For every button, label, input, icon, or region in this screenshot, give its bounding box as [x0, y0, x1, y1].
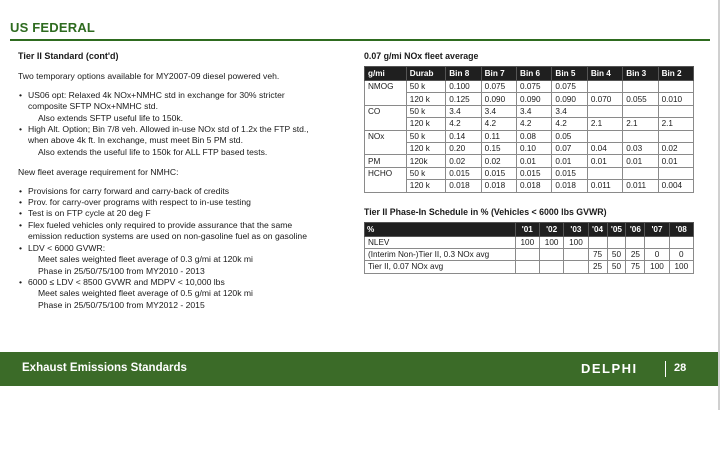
table-cell	[623, 167, 658, 179]
table-cell: 0.03	[623, 142, 658, 154]
table-cell: 2.1	[587, 118, 622, 130]
table-header-cell: Bin 3	[623, 67, 658, 81]
table-cell: NOx	[365, 130, 407, 142]
table-cell	[658, 167, 693, 179]
table-header-cell: g/mi	[365, 67, 407, 81]
table-cell: 50	[607, 261, 626, 273]
fleet-table	[364, 66, 694, 193]
bullet-line: • 6000 ≤ LDV < 8500 GVWR and MDPV < 10,000 lbs	[28, 276, 225, 287]
table-cell: 25	[588, 261, 607, 273]
list-item	[18, 277, 353, 311]
table-cell: 0.015	[552, 167, 587, 179]
bullet-subline: Phase in 25/50/75/100 from MY2010 - 2013	[38, 265, 205, 276]
table-cell: 0.14	[446, 130, 481, 142]
table-cell: CO	[365, 105, 407, 117]
table-cell: 0.01	[587, 155, 622, 167]
table-cell: 0	[669, 248, 693, 260]
table-cell: HCHO	[365, 167, 407, 179]
table-cell: 0.090	[552, 93, 587, 105]
table-cell: PM	[365, 155, 407, 167]
table-cell: 120 k	[406, 118, 445, 130]
table-cell: 100	[669, 261, 693, 273]
table-cell: 0.015	[517, 167, 552, 179]
bullet-subline: Meet sales weighted fleet average of 0.5 g/mi at 120k mi	[38, 288, 253, 299]
table-cell: 50 k	[406, 167, 445, 179]
table-cell: 0.015	[481, 167, 516, 179]
table-cell: 0.055	[623, 93, 658, 105]
table-cell: 100	[515, 236, 539, 248]
table-cell: 0.018	[517, 180, 552, 192]
bullet-subline: Also extends the useful life to 150k for ALL FTP based tests.	[38, 146, 268, 157]
nmhc-heading: New fleet average requirement for NMHC:	[18, 167, 179, 178]
table-cell	[658, 105, 693, 117]
table-cell: 0.01	[517, 155, 552, 167]
table-cell: 2.1	[623, 118, 658, 130]
table-header-cell: Bin 2	[658, 67, 693, 81]
table-cell: 0.018	[552, 180, 587, 192]
table-cell	[564, 261, 588, 273]
table-cell	[588, 236, 607, 248]
table-cell	[515, 261, 539, 273]
footer-separator	[665, 361, 666, 377]
table-cell	[645, 236, 669, 248]
table-cell: 4.2	[446, 118, 481, 130]
table-cell: 0.018	[446, 180, 481, 192]
table-header-cell: %	[365, 222, 516, 236]
table-header-cell: Bin 8	[446, 67, 481, 81]
table-row	[365, 105, 694, 117]
table-cell: 0.02	[446, 155, 481, 167]
nmhc-list	[18, 186, 353, 311]
table-cell	[365, 180, 407, 192]
bullet-line: • Prov. for carry-over programs with respect to in-use testing	[28, 197, 251, 208]
table-row	[365, 167, 694, 179]
table-cell	[626, 236, 645, 248]
footer-title: Exhaust Emissions Standards	[22, 362, 187, 374]
table-cell: 25	[626, 248, 645, 260]
table-row	[365, 81, 694, 93]
table-cell: 100	[539, 236, 563, 248]
table-cell: 0.01	[658, 155, 693, 167]
table-cell: 120 k	[406, 180, 445, 192]
list-item	[18, 186, 353, 197]
table-cell: 0.015	[446, 167, 481, 179]
table-cell: 0.100	[446, 81, 481, 93]
table-header-cell: '02	[539, 222, 563, 236]
table-cell: 50 k	[406, 130, 445, 142]
table-header-cell: '08	[669, 222, 693, 236]
table-cell: 3.4	[552, 105, 587, 117]
fleet-table-header-row	[365, 67, 694, 81]
table-row	[365, 155, 694, 167]
table-cell: 0.011	[623, 180, 658, 192]
table-cell: 50 k	[406, 81, 445, 93]
list-item	[18, 208, 353, 219]
bullet-subline: Meet sales weighted fleet average of 0.3 g/mi at 120k mi	[38, 254, 253, 265]
table-cell	[623, 130, 658, 142]
section-heading: Tier II Standard (cont'd)	[18, 51, 119, 61]
delphi-logo: DELPHI	[581, 361, 638, 376]
left-column	[18, 51, 353, 311]
header	[10, 20, 710, 35]
table-cell	[658, 130, 693, 142]
phase-table-header-row	[365, 222, 694, 236]
table-cell: 120k	[406, 155, 445, 167]
table-cell: 0.090	[517, 93, 552, 105]
table-cell: 3.4	[517, 105, 552, 117]
table-cell: 0.090	[481, 93, 516, 105]
table-cell: 4.2	[481, 118, 516, 130]
table-cell: 0.11	[481, 130, 516, 142]
page-title: US FEDERAL	[10, 20, 96, 35]
table-header-cell: Bin 6	[517, 67, 552, 81]
table-cell: 50 k	[406, 105, 445, 117]
list-item	[18, 197, 353, 208]
table-header-cell: '01	[515, 222, 539, 236]
table-cell: 0.010	[658, 93, 693, 105]
table-cell: 3.4	[481, 105, 516, 117]
table-cell	[365, 93, 407, 105]
table-header-cell: Bin 7	[481, 67, 516, 81]
bullet-line: when above 4k ft. In exchange, must meet Bin 5 PM std.	[28, 135, 243, 146]
table-cell	[515, 248, 539, 260]
table-cell: 100	[564, 236, 588, 248]
table-cell: Tier II, 0.07 NOx avg	[365, 261, 516, 273]
table-cell: 0.02	[481, 155, 516, 167]
table-row	[365, 248, 694, 260]
table-cell: 100	[645, 261, 669, 273]
table-row	[365, 93, 694, 105]
header-rule	[10, 39, 710, 41]
table-cell: 0.05	[552, 130, 587, 142]
list-item	[18, 124, 353, 158]
table-cell	[623, 105, 658, 117]
table-cell: 0.01	[552, 155, 587, 167]
table-cell: 0.004	[658, 180, 693, 192]
table-cell: 4.2	[517, 118, 552, 130]
table-cell: NMOG	[365, 81, 407, 93]
bullet-line: • LDV < 6000 GVWR:	[28, 242, 106, 253]
table-cell	[587, 105, 622, 117]
options-list	[18, 90, 353, 158]
table-row	[365, 261, 694, 273]
table-header-cell: '04	[588, 222, 607, 236]
table-cell: 0	[645, 248, 669, 260]
table-cell	[365, 142, 407, 154]
table-cell: 0.125	[446, 93, 481, 105]
table-cell: 0.07	[552, 142, 587, 154]
table-cell	[587, 81, 622, 93]
table-cell	[607, 236, 626, 248]
bullet-line: • High Alt. Option; Bin 7/8 veh. Allowed in-use NOx std of 1.2x the FTP std.,	[28, 124, 309, 135]
table-cell: 0.08	[517, 130, 552, 142]
table-cell: 3.4	[446, 105, 481, 117]
bullet-line: • Flex fueled vehicles only required to provide assurance that the same	[28, 219, 293, 230]
table-cell: 0.20	[446, 142, 481, 154]
table-row	[365, 130, 694, 142]
table-header-cell: Bin 4	[587, 67, 622, 81]
table-header-cell: '06	[626, 222, 645, 236]
table-cell: 120 k	[406, 142, 445, 154]
table-cell: (Interim Non-)Tier II, 0.3 NOx avg	[365, 248, 516, 260]
table-cell: 0.075	[552, 81, 587, 93]
footer-bar	[0, 352, 720, 386]
spacer	[18, 158, 353, 167]
table-header-cell: '03	[564, 222, 588, 236]
table-cell	[669, 236, 693, 248]
list-item	[18, 243, 353, 277]
table-cell	[539, 248, 563, 260]
bullet-line: • Provisions for carry forward and carry-back of credits	[28, 185, 230, 196]
table-cell: 0.15	[481, 142, 516, 154]
list-item	[18, 220, 353, 243]
table-cell	[365, 118, 407, 130]
table-row	[365, 180, 694, 192]
table-cell: 0.075	[481, 81, 516, 93]
table-cell	[658, 81, 693, 93]
table-cell: 0.018	[481, 180, 516, 192]
table-cell	[623, 81, 658, 93]
bullet-line: • Test is on FTP cycle at 20 deg F	[28, 208, 151, 219]
table-cell: 4.2	[552, 118, 587, 130]
table-cell: 0.01	[623, 155, 658, 167]
phase-table-title: Tier II Phase-In Schedule in % (Vehicles < 6000 lbs GVWR)	[364, 206, 607, 217]
table-header-cell: '05	[607, 222, 626, 236]
table-header-cell: Bin 5	[552, 67, 587, 81]
table-cell: 0.04	[587, 142, 622, 154]
bullet-subline: Phase in 25/50/75/100 from MY2012 - 2015	[38, 299, 205, 310]
table-cell: NLEV	[365, 236, 516, 248]
bullet-subline: Also extends SFTP useful life to 150k.	[38, 112, 184, 123]
bullet-line: composite SFTP NOx+NMHC std.	[28, 101, 158, 112]
table-cell	[587, 130, 622, 142]
bullet-line: • US06 opt: Relaxed 4k NOx+NMHC std in exchange for 30% stricter	[28, 89, 285, 100]
table-row	[365, 142, 694, 154]
table-cell: 0.011	[587, 180, 622, 192]
right-column	[364, 51, 694, 274]
fleet-table-title: 0.07 g/mi NOx fleet average	[364, 51, 479, 61]
table-cell: 0.10	[517, 142, 552, 154]
table-cell: 2.1	[658, 118, 693, 130]
table-cell: 0.070	[587, 93, 622, 105]
table-header-cell: Durab	[406, 67, 445, 81]
table-cell: 50	[607, 248, 626, 260]
table-cell	[587, 167, 622, 179]
phase-table-body	[365, 236, 694, 273]
table-row	[365, 118, 694, 130]
bullet-line: emission reduction systems are used on non-gasoline fuel as on gasoline	[28, 231, 307, 242]
table-row	[365, 236, 694, 248]
intro-text: Two temporary options available for MY2007-09 diesel powered veh.	[18, 71, 280, 82]
fleet-table-body	[365, 81, 694, 193]
table-cell: 0.02	[658, 142, 693, 154]
table-cell: 120 k	[406, 93, 445, 105]
list-item	[18, 90, 353, 124]
table-cell: 0.075	[517, 81, 552, 93]
table-header-cell: '07	[645, 222, 669, 236]
table-cell: 75	[588, 248, 607, 260]
table-cell	[539, 261, 563, 273]
table-cell	[564, 248, 588, 260]
table-cell: 75	[626, 261, 645, 273]
phase-table	[364, 222, 694, 274]
page-number: 28	[674, 362, 687, 374]
